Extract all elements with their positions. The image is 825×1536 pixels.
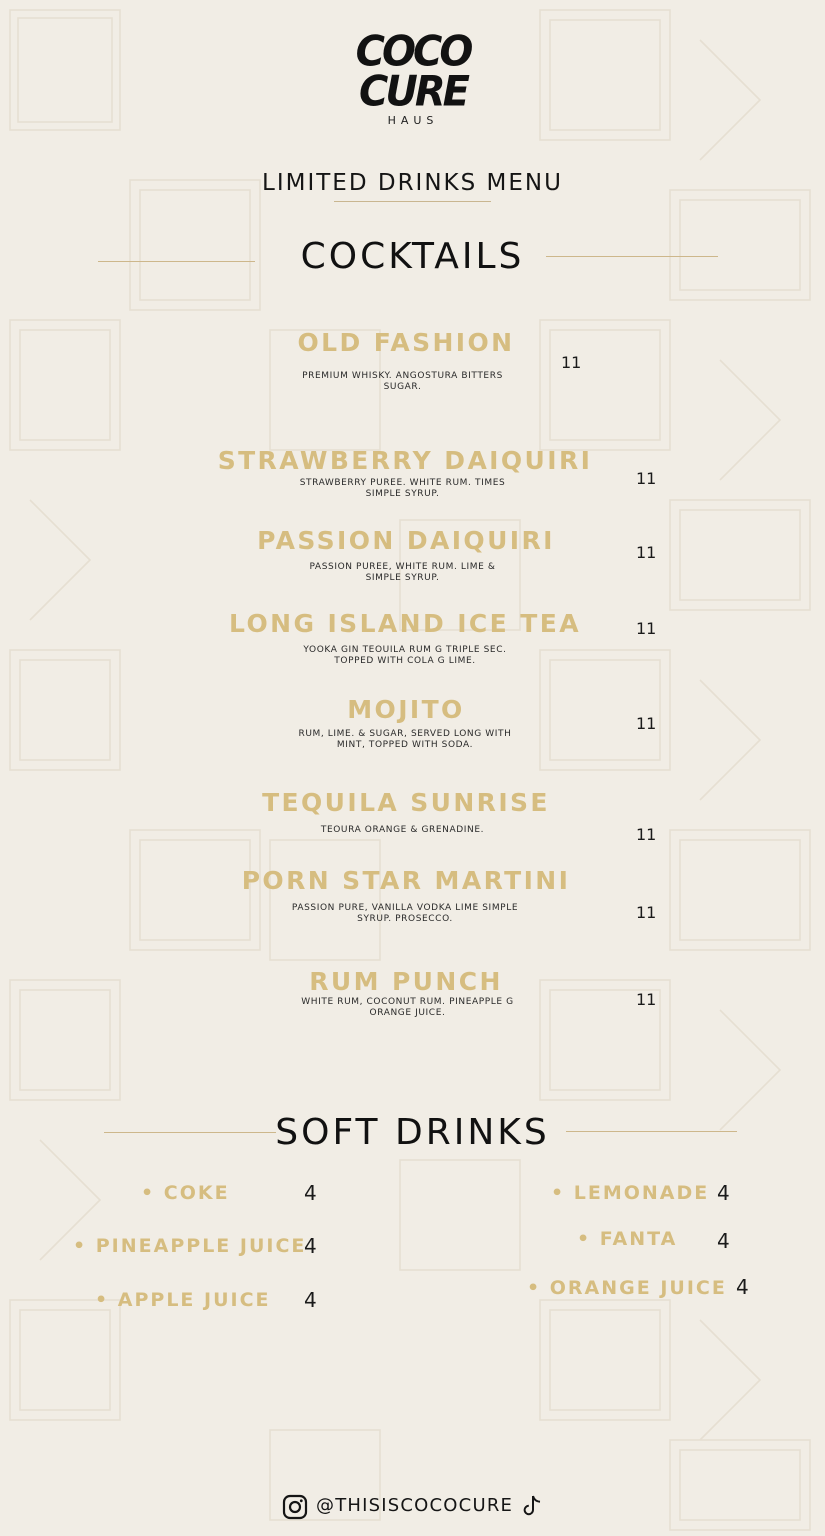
social-footer: [282, 1490, 546, 1524]
cocktail-price: 11: [636, 903, 657, 922]
soft-drink-price: 4: [304, 1181, 317, 1205]
soft-drink-price: 4: [736, 1275, 749, 1299]
soft-drink-price: 4: [717, 1181, 730, 1205]
soft-drinks-rule-right: [566, 1131, 737, 1132]
cocktail-description: PASSION PURE, VANILLA VODKA LIME SIMPLE SYRUP. PROSECCO.: [291, 903, 519, 924]
tiktok-icon[interactable]: [522, 1493, 544, 1519]
menu-title: LIMITED DRINKS MENU: [262, 170, 563, 196]
logo-word-bottom: CURE: [359, 67, 467, 117]
logo-subtitle: HAUS: [387, 114, 439, 127]
cocktail-price: 11: [561, 353, 582, 372]
cocktail-name: LONG ISLAND ICE TEA: [229, 609, 581, 638]
cocktail-name: OLD FASHION: [297, 328, 515, 357]
cocktail-description: TEOURA ORANGE & GRENADINE.: [320, 825, 485, 835]
cocktail-description: YOOKA GIN TEOUILA RUM G TRIPLE SEC. TOPPED WITH COLA G LIME.: [303, 645, 507, 666]
menu-title-underline: [334, 201, 491, 202]
cocktail-price: 11: [636, 469, 657, 488]
cocktail-description: WHITE RUM, COCONUT RUM. PINEAPPLE G ORANGE JUICE.: [301, 997, 514, 1018]
logo-word-top: COCO: [355, 27, 471, 77]
instagram-icon[interactable]: [282, 1494, 308, 1520]
cocktail-name: STRAWBERRY DAIQUIRI: [217, 446, 593, 475]
cocktail-name: PORN STAR MARTINI: [241, 866, 571, 895]
cocktail-name: RUM PUNCH: [309, 967, 503, 996]
soft-drinks-heading: SOFT DRINKS: [275, 1112, 550, 1153]
soft-drink-price: 4: [304, 1234, 317, 1258]
cocktail-description: PASSION PUREE, WHITE RUM. LIME & SIMPLE SYRUP.: [309, 562, 496, 583]
cocktail-description: PREMIUM WHISKY. ANGOSTURA BITTERS SUGAR.: [302, 371, 503, 392]
cocktail-name: TEQUILA SUNRISE: [262, 788, 550, 817]
cocktail-price: 11: [636, 825, 657, 844]
soft-drink-price: 4: [304, 1288, 317, 1312]
cocktail-description: RUM, LIME. & SUGAR, SERVED LONG WITH MINT, TOPPED WITH SODA.: [298, 729, 512, 750]
soft-drink-name: • PINEAPPLE JUICE: [73, 1235, 307, 1257]
cocktail-name: MOJITO: [347, 695, 465, 724]
soft-drink-name: • COKE: [141, 1182, 230, 1204]
soft-drink-name: • ORANGE JUICE: [527, 1277, 727, 1299]
brand-logo: [352, 28, 474, 132]
cocktail-description: STRAWBERRY PUREE. WHITE RUM. TIMES SIMPLE SYRUP.: [299, 478, 506, 499]
soft-drink-name: • LEMONADE: [551, 1182, 710, 1204]
soft-drink-name: • FANTA: [577, 1228, 678, 1250]
cocktail-price: 11: [636, 619, 657, 638]
cocktail-price: 11: [636, 990, 657, 1009]
cocktails-rule-right: [546, 256, 718, 257]
cocktail-price: 11: [636, 714, 657, 733]
soft-drink-name: • APPLE JUICE: [95, 1289, 271, 1311]
soft-drink-price: 4: [717, 1229, 730, 1253]
cocktails-heading: COCKTAILS: [300, 236, 525, 277]
cocktail-price: 11: [636, 543, 657, 562]
social-handle[interactable]: @THISISCOCOCURE: [316, 1495, 514, 1516]
cocktail-name: PASSION DAIQUIRI: [257, 526, 555, 555]
